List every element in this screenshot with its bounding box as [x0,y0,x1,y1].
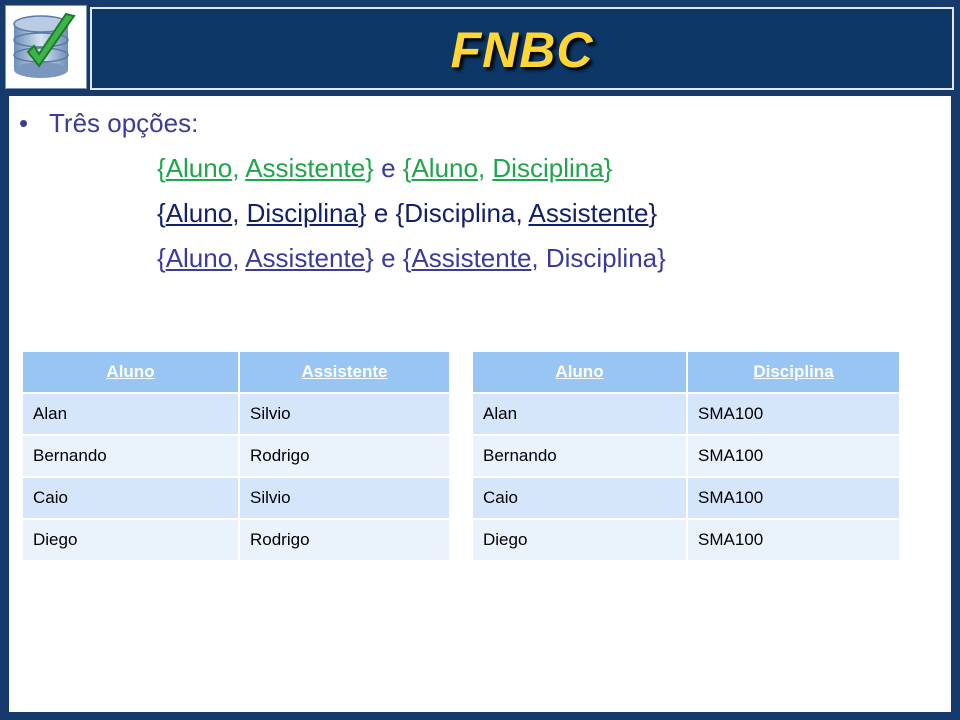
title-bar [90,7,954,90]
option-text: } [365,243,374,273]
table-cell: Caio [473,477,687,519]
option-text: e [373,243,403,273]
option-text: } [357,198,367,228]
table-cell: SMA100 [687,393,899,435]
table-cell: Silvio [239,477,449,519]
option-text: { [402,243,412,273]
option-line-3 [157,243,666,274]
option-text: , [232,198,247,228]
option-text: e [373,153,403,183]
option-text: { [157,243,166,273]
bullet-item [19,108,198,139]
table-cell: Bernando [23,435,239,477]
table-row [23,393,449,435]
table-header-row [473,352,899,393]
option-line-2 [157,198,657,229]
attribute-link: Aluno [165,198,233,228]
table-row [23,477,449,519]
attribute-link: Aluno [411,153,478,183]
column-header[interactable]: Aluno [473,352,687,393]
option-text: , [232,243,246,273]
attribute-link: Disciplina [492,153,604,183]
table-cell: Rodrigo [239,519,449,560]
table-row [473,435,899,477]
option-text: {Disciplina, [395,198,529,228]
table-cell: SMA100 [687,519,899,560]
attribute-link: Aluno [165,153,233,183]
option-text: } [365,153,374,183]
bullet-text: Três opções: [49,108,199,138]
table-cell: Alan [473,393,687,435]
table-header-row [23,352,449,393]
attribute-link: Assistente [245,153,366,183]
relation-table-aluno-assistente [23,352,449,560]
option-text: , Disciplina} [531,243,666,273]
column-header[interactable]: Aluno [23,352,239,393]
attribute-link: Aluno [165,243,233,273]
table-row [23,435,449,477]
table-cell: Diego [23,519,239,560]
database-checkmark-icon [5,5,87,89]
option-text: { [402,153,412,183]
attribute-link: Assistente [528,198,649,228]
table-cell: Diego [473,519,687,560]
table-row [23,519,449,560]
table-cell: Caio [23,477,239,519]
option-text: e [366,198,396,228]
column-header[interactable]: Disciplina [687,352,899,393]
option-text: , [477,153,493,183]
option-text: } [648,198,658,228]
option-text: } [603,153,613,183]
table-cell: Bernando [473,435,687,477]
table-cell: Alan [23,393,239,435]
option-text: { [157,153,166,183]
table-row [473,477,899,519]
option-text: , [232,153,246,183]
option-text: { [157,198,166,228]
table-cell: Silvio [239,393,449,435]
column-header[interactable]: Assistente [239,352,449,393]
option-line-1 [157,153,612,184]
bullet-icon: • [19,108,29,138]
table-cell: SMA100 [687,477,899,519]
attribute-link: Assistente [411,243,532,273]
relation-table-aluno-disciplina [473,352,899,560]
table-row [473,519,899,560]
page-title: FNBC [450,22,594,78]
table-cell: Rodrigo [239,435,449,477]
table-row [473,393,899,435]
attribute-link: Assistente [245,243,366,273]
slide-content [9,96,951,712]
attribute-link: Disciplina [246,198,358,228]
table-cell: SMA100 [687,435,899,477]
